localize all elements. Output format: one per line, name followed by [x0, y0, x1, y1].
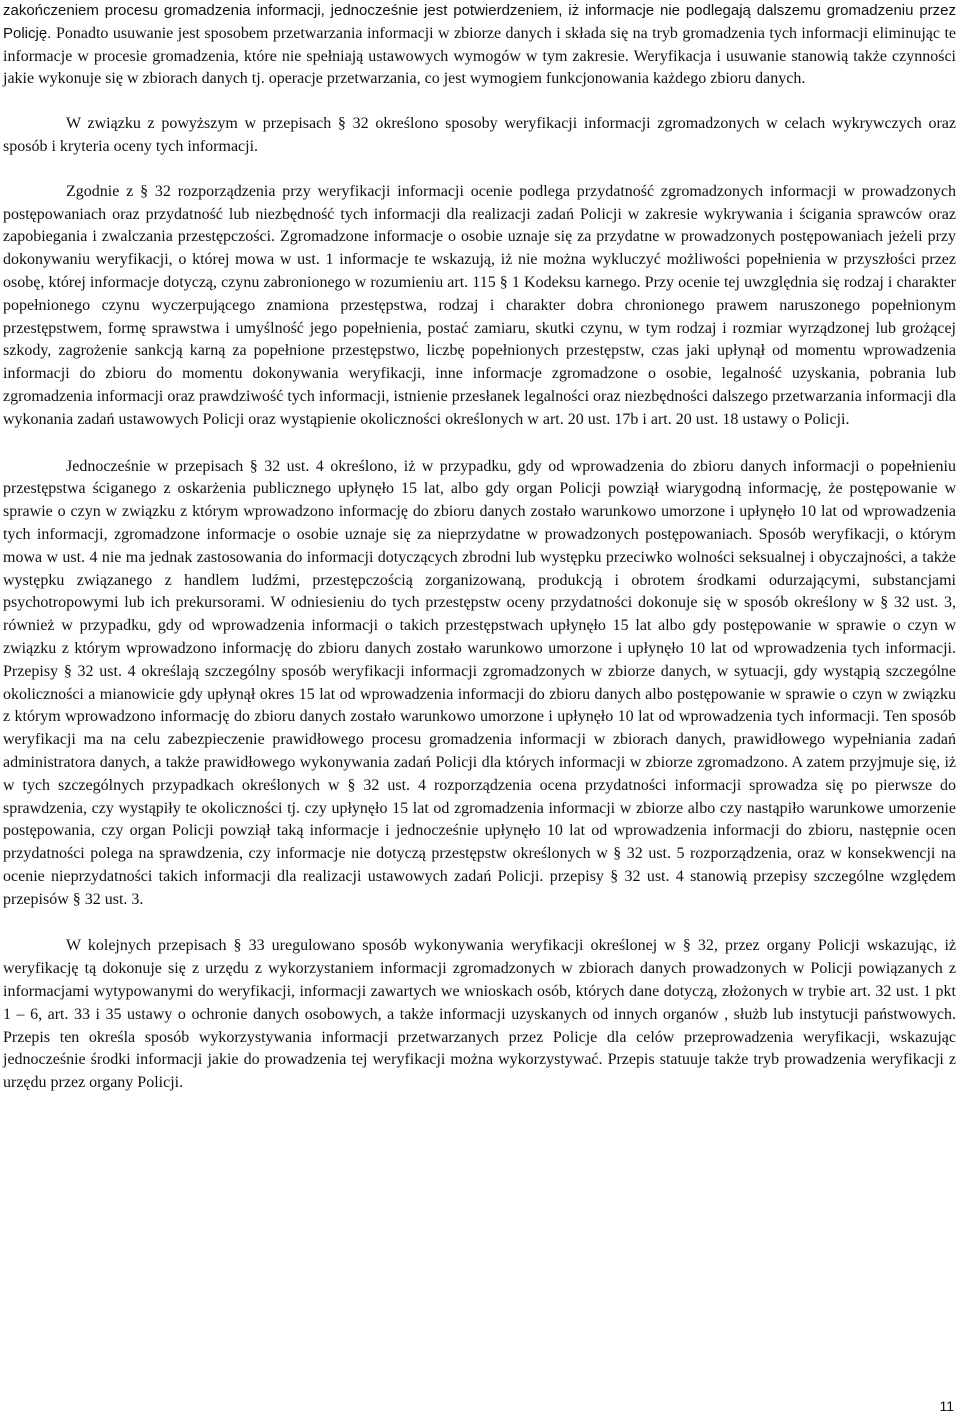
paragraph-5: W kolejnych przepisach § 33 uregulowano sposób wykonywania weryfikacji określonej w § 32, przez organy Policji wskazując, iż weryfikację tą dokonuje się z urzędu z wykorzystaniem informacji zgromadzonych w zbiorach danych prowadzonych w Policji powiązanych z informacjami wytypowanymi do weryfikacji, informacji zawartych we wnioskach osób, których dane dotyczą, złożonych w trybie art. 32 ust. 1 pkt 1 – 6, art. 33 i 35 ustawy o ochronie danych osobowych, a także informacji uzyskanych od innych organów , służb lub instytucji państwowych. Przepis ten określa sposób wykorzystywania informacji przetwarzanych przez Policje dla celów przeprowadzenia weryfikacji, wskazując jednocześnie środki informacji jakie do prowadzenia tej weryfikacji można wykorzystywać. Przepis statuuje także tryb prowadzenia weryfikacji z urzędu przez organy Policji. [3, 937, 956, 1092]
paragraph-4: Jednocześnie w przepisach § 32 ust. 4 określono, iż w przypadku, gdy od wprowadzenia do zbioru danych informacji o popełnieniu przestępstwa ściganego z oskarżenia publicznego upłynęło 15 lat, albo gdy organ Policji powziął wiarygodną informację, że postępowanie w sprawie o czyn w związku z którym wprowadzono informację do zbioru danych zostało warunkowo umorzone i upłynęło 10 lat od wprowadzenia tych informacji, zgromadzone informacje o osobie uznaje się za nieprzydatne w prowadzonych postępowaniach. Sposób weryfikacji, o którym mowa w ust. 4 nie ma jednak zastosowania do informacji dotyczących zbrodni lub występku przeciwko wolności seksualnej i obyczajności, a także występku związanego z handlem ludźmi, przestępczością zorganizowaną, produkcją i obrotem środkami odurzającymi, substancjami psychotropowymi lub ich prekursorami. W odniesieniu do tych przestępstw oceny przydatności dokonuje się w sposób określony w § 32 ust. 3, również w przypadku, gdy od wprowadzenia informacji o takich przestępstwach upłynęło 15 lat albo gdy postępowanie w sprawie o czyn w związku z którym wprowadzono informację do zbioru danych zostało warunkowo umorzone i upłynęło 10 lat od wprowadzenia tych informacji. Przepisy § 32 ust. 4 określają szczególny sposób weryfikacji informacji zgromadzonych w zbiorze danych, w sytuacji, gdy wystąpią szczególne okoliczności a mianowicie gdy upłynął okres 15 lat od wprowadzenia informacji do zbioru danych albo postępowanie w sprawie o czyn w związku z którym wprowadzono informację do zbioru danych zostało warunkowo umorzone i upłynęło 10 lat od wprowadzenia tych informacji. Ten sposób weryfikacji ma na celu zabezpieczenie prawidłowego procesu gromadzenia informacji w zbiorach danych, prawidłowego wypełniania zadań administratora danych, a także prawidłowego wykonywania zadań Policji dla których informacji w zbiorze zgromadzono. A zatem przyjmuje się, iż w tych szczególnych przypadkach określonych w § 32 ust. 4 rozporządzenia ocena przydatności informacji sprowadza się po pierwsze do sprawdzenia, czy wystąpiły te okoliczności tj. czy upłynęło 15 lat od zgromadzenia informacji w zbiorze albo czy nastąpiło warunkowe umorzenie postępowania, czy organ Policji powziął taką informacje i jednocześnie upłynęło 10 lat od wprowadzenia informacji do zbioru, następnie ocen przydatności polega na sprawdzenia, czy informacje nie dotyczą przestępstw określonych w § 32 ust. 5 rozporządzenia, oraz w konsekwencji na ocenie nieprzydatności takich informacji dla realizacji ustawowych zadań Policji. przepisy § 32 ust. 4 stanowią przepisy szczególne względem przepisów § 32 ust. 3. [3, 457, 956, 908]
paragraph-2: W związku z powyższym w przepisach § 32 określono sposoby weryfikacji informacji zgromadzonych w celach wykrywczych oraz sposób i kryteria oceny tych informacji. [3, 115, 956, 155]
page-number: 11 [939, 1398, 954, 1414]
paragraph-3: Zgodnie z § 32 rozporządzenia przy weryfikacji informacji ocenie podlega przydatność zgromadzonych informacji w prowadzonych postępowaniach oraz przydatność lub niezbędność tych informacji dla realizacji zadań Policji w zakresie wykrywania i ścigania sprawców oraz zapobiegania i zwalczania przestępczości. Zgromadzone informacje o osobie uznaje się za przydatne w prowadzonych postępowaniach jeżeli przy dokonywaniu weryfikacji, o której mowa w ust. 1 informacje te wskazują, iż nie można wykluczyć możliwości popełnienia w przyszłości przez osobę, której informacje dotyczą, czynu zabronionego w rozumieniu art. 115 § 1 Kodeksu karnego. Przy ocenie tej uwzględnia się rodzaj i charakter popełnionego czynu wyczerpującego znamiona przestępstwa, rodzaj i charakter dobra chronionego prawem naruszonego popełnionym przestępstwem, formę sprawstwa i umyślność jego popełnienia, postać zamiaru, skutki czynu, w tym rodzaj i rozmiar wyrządzonej lub grożącej szkody, zagrożenie sankcją karną za popełnione przestępstwo, liczbę popełnionych przestępstw, czas jaki upłynął od momentu wprowadzenia informacji do zbioru do momentu dokonywania weryfikacji, inne informacje zgromadzone o osobie, legalność uzyskania, pobrania lub zgromadzenia informacji oraz prawdziwość tych informacji, istnienie przesłanek legalności oraz niezbędności dalszego przetwarzania informacji dla wykonania zadań ustawowych Policji oraz wystąpienie okoliczności określonych w art. 20 ust. 17b i art. 20 ust. 18 ustawy o Policji. [3, 182, 956, 428]
paragraph-1-serif-segment: Ponadto usuwanie jest sposobem przetwarzania informacji w zbiorze danych i składa się na tryb gromadzenia tych informacji eliminując te informacje w procesie gromadzenia, które nie spełniają ustawowych wymogów w tym zakresie. Weryfikacja i usuwanie stanowią także czynności jakie wykonuje się w zbiorach danych tj. operacje przetwarzania, co jest wymogiem funkcjonowania każdego zbioru danych. [3, 24, 956, 88]
paragraph-1-sans-segment: zakończeniem procesu gromadzenia informacji, jednocześnie jest potwierdzeniem, iż informacje nie podlegają dalszemu gromadzeniu przez Policję. [3, 2, 956, 42]
document-page [3, 0, 956, 1095]
paragraph-1 [3, 0, 956, 91]
